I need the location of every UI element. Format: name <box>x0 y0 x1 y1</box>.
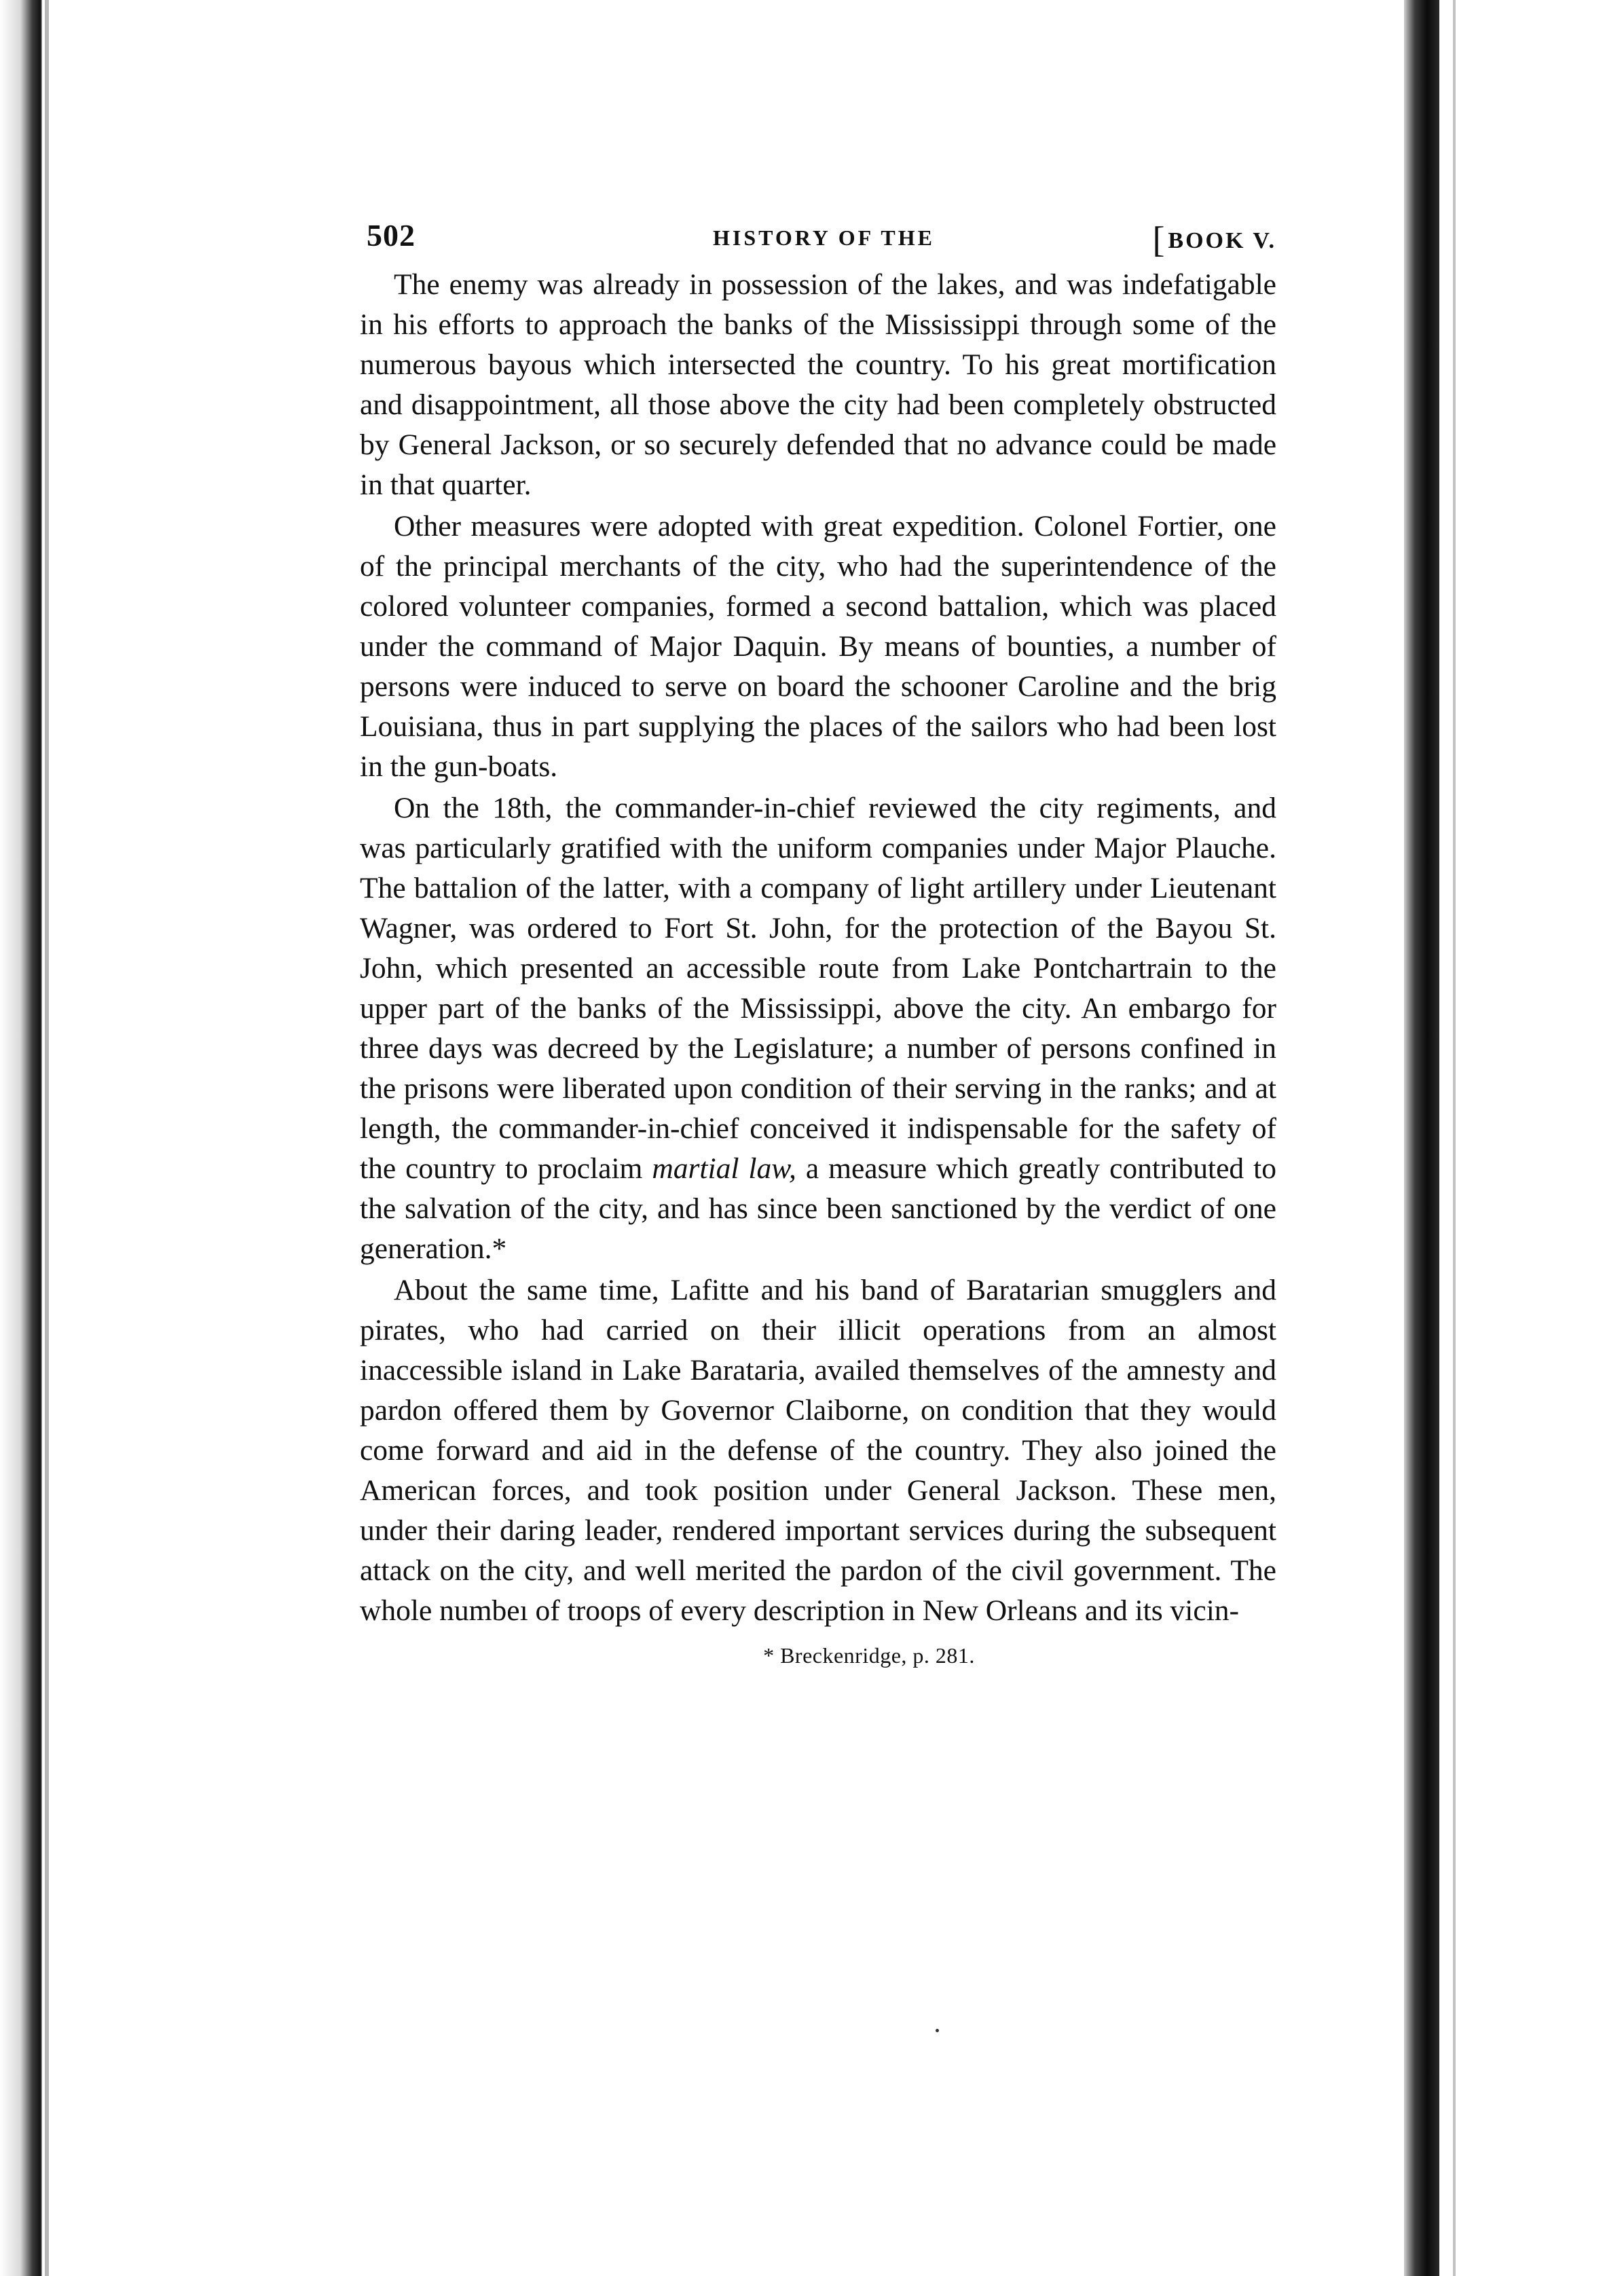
paragraph-3-text-b: a measure which greatly contributed to the salvation of the city, and has since been sanctioned by the verdict of one generation.* <box>360 1152 1276 1265</box>
book-gutter <box>1404 0 1439 2276</box>
paragraph-3-text-a: On the 18th, the commander-in-chief reviewed the city regiments, and was particularly gratified with the uniform companies under Major Plauche. The battalion of the latter, with a company of light artillery under Lieutenant Wagner, was ordered to Fort St. John, for the protection of the Bayou St. John, which presented an accessible route from Lake Pontchartrain to the upper part of the banks of the Mississippi, above the city. An embargo for three days was decreed by the Legislature; a number of persons confined in the prisons were liberated upon condition of their serving in the ranks; and at length, the commander-in-chief conceived it indispensable for the safety of the country to proclaim <box>360 792 1276 1185</box>
running-header <box>360 204 1276 265</box>
paragraph-4: About the same time, Lafitte and his band of Baratarian smugglers and pirates, who had carried on their illicit operations from an almost inaccessible island in Lake Barataria, availed themselves of the amnesty and pardon offered them by Governor Claiborne, on condition that they would come forward and aid in the defense of the country. They also joined the American forces, and took position under General Jackson. These men, under their daring leader, rendered important services during the subsequent attack on the city, and well merited the pardon of the civil government. The whole numbeı of troops of every description in New Orleans and its vicin- <box>360 1274 1276 1627</box>
facing-page <box>1439 0 1624 2276</box>
page-number: 502 <box>367 218 416 253</box>
running-title: HISTORY OF THE <box>713 225 935 250</box>
paragraph-3 <box>360 788 1276 1269</box>
paragraph-1: The enemy was already in possession of the lakes, and was indefatigable in his efforts to approach the banks of the Mississippi through some of the numerous bayous which intersected the country. To his great mortification and disappointment, all those above the city had been completely obstructed by General Jackson, or so securely defended that no advance could be made in that quarter. <box>360 268 1276 501</box>
paragraph-2: Other measures were adopted with great expedition. Colonel Fortier, one of the principal merchants of the city, who had the superintendence of the colored volunteer companies, formed a second battalion, which was placed under the command of Major Daquin. By means of bounties, a number of persons were induced to serve on board the schooner Caroline and the brig Louisiana, thus in part supplying the places of the sailors who had been lost in the gun-boats. <box>360 510 1276 783</box>
scan-left-edge <box>0 0 42 2276</box>
page-text <box>360 204 1276 1668</box>
scan-left-line <box>45 0 49 2276</box>
footnote: * Breckenridge, p. 281. <box>763 1643 975 1668</box>
book-bracket: [ <box>1152 219 1167 260</box>
facing-page-edge <box>1453 0 1456 2276</box>
book-label-text: BOOK V. <box>1168 228 1276 253</box>
stray-mark <box>936 2029 939 2032</box>
paragraph-3-italic: martial law, <box>652 1152 796 1185</box>
book-label <box>1152 219 1276 261</box>
